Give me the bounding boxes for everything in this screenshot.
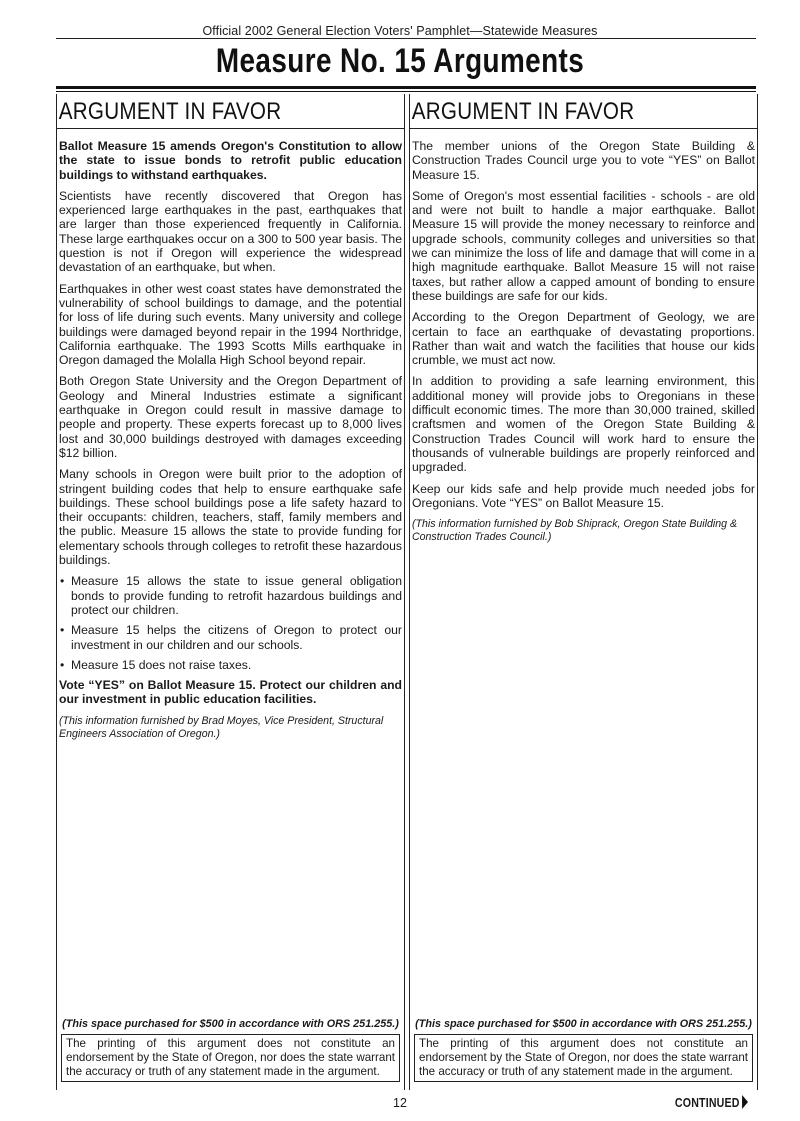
right-credit: (This information furnished by Bob Shiprack, Oregon State Building & Construction Trades Council.) bbox=[412, 518, 738, 544]
left-argument-body bbox=[57, 135, 404, 741]
continued-label bbox=[675, 1095, 748, 1110]
left-bullet-2: • Measure 15 helps the citizens of Oregon to protect our investment in our children and our schools. bbox=[59, 623, 402, 652]
page-title: Measure No. 15 Arguments bbox=[215, 42, 585, 80]
right-paragraph-3: According to the Oregon Department of Geology, we are certain to face an earthquake of devastating proportions. Rather than wait and watch the facilities that house our kids crumble, we must act now. bbox=[412, 310, 755, 368]
left-bullet-1: • Measure 15 allows the state to issue general obligation bonds to provide funding to retrofit hazardous buildings and protect our children. bbox=[59, 574, 402, 617]
left-heading-rule bbox=[57, 128, 404, 129]
right-argument-heading: ARGUMENT IN FAVOR bbox=[411, 98, 635, 125]
right-argument-column bbox=[409, 94, 758, 1090]
left-paragraph-3: Earthquakes in other west coast states have demonstrated the vulnerability of school buildings to damage, and the potential for loss of life during such events. Many university and college buildings were damaged beyond repair in the 1994 Northridge, California earthquake. The 1993 Scotts Mills earthquake in Oregon damaged the Molalla High School beyond repair. bbox=[59, 281, 402, 368]
left-paragraph-4: Both Oregon State University and the Oregon Department of Geology and Mineral Industries estimate a significant earthquake in Oregon could result in massive damage to people and property. These experts forecast up to 8,000 lives lost and 30,000 buildings destroyed with damages exceeding $12 billion. bbox=[59, 374, 402, 460]
right-argument-body bbox=[410, 135, 757, 544]
right-paragraph-1: The member unions of the Oregon State Building & Construction Trades Council urge you to vote “YES” on Ballot Measure 15. bbox=[412, 139, 755, 182]
left-paragraph-2: Scientists have recently discovered that Oregon has experienced large earthquakes in the past, earthquakes that are larger than those experienced frequently in California. These large earthquakes occur on a 300 to 500 year basis. The question is not if Oregon will experience the widespread devastation of an earthquake, but when. bbox=[59, 188, 402, 275]
continued-text: CONTINUED bbox=[674, 1096, 740, 1110]
header-rule bbox=[56, 38, 756, 39]
left-bullet-3: • Measure 15 does not raise taxes. bbox=[59, 658, 402, 672]
left-bullet-list bbox=[59, 574, 402, 672]
right-paragraph-5: Keep our kids safe and help provide much needed jobs for Oregonians. Vote “YES” on Ballot Measure 15. bbox=[412, 481, 755, 510]
title-rule-thin bbox=[56, 91, 756, 92]
left-purchased-note: (This space purchased for $500 in accordance with ORS 251.255.) bbox=[62, 1018, 399, 1030]
title-rule-thick bbox=[56, 86, 756, 89]
continued-arrow-icon bbox=[742, 1095, 748, 1109]
left-disclaimer-box: The printing of this argument does not constitute an endorsement by the State of Oregon, nor does the state warrant the accuracy or truth of any statement made in the argument. bbox=[61, 1034, 400, 1082]
left-call-to-action: Vote “YES” on Ballot Measure 15. Protect our children and our investment in public education facilities. bbox=[59, 678, 402, 707]
left-intro-paragraph: Ballot Measure 15 amends Oregon's Constitution to allow the state to issue bonds to retrofit public education buildings to withstand earthquakes. bbox=[59, 139, 402, 182]
right-purchased-note: (This space purchased for $500 in accordance with ORS 251.255.) bbox=[415, 1018, 752, 1030]
right-paragraph-2: Some of Oregon's most essential facilities - schools - are old and were not built to handle a major earthquake. Ballot Measure 15 will provide the money necessary to reinforce and upgrade schools, community colleges and universities so that we can minimize the loss of life and damage that will come in a high magnitude earthquake. Ballot Measure 15 will not raise taxes, but rather allow a capped amount of bonding to ensure these buildings are safe for our kids. bbox=[412, 188, 755, 303]
pamphlet-header: Official 2002 General Election Voters' Pamphlet—Statewide Measures bbox=[202, 24, 598, 38]
right-paragraph-4: In addition to providing a safe learning environment, this additional money will provide jobs to Oregonians in these difficult economic times. The more than 30,000 trained, skilled craftsmen and women of the Oregon State Building & Construction Trades Council will work hard to ensure the thousands of vulnerable buildings are properly reinforced and upgraded. bbox=[412, 374, 755, 475]
right-heading-rule bbox=[410, 128, 757, 129]
right-disclaimer-box: The printing of this argument does not constitute an endorsement by the State of Oregon, nor does the state warrant the accuracy or truth of any statement made in the argument. bbox=[414, 1034, 753, 1082]
left-argument-heading: ARGUMENT IN FAVOR bbox=[58, 98, 282, 125]
left-paragraph-5: Many schools in Oregon were built prior to the adoption of stringent building codes that help to ensure earthquake safe buildings. These school buildings pose a life safety hazard to their occupants: children, teachers, staff, family members and the public. Measure 15 allows the state to provide funding for elementary schools through colleges to retrofit these hazardous buildings. bbox=[59, 467, 402, 568]
left-argument-column bbox=[56, 94, 405, 1090]
page-number: 12 bbox=[393, 1096, 407, 1110]
left-credit: (This information furnished by Brad Moyes, Vice President, Structural Engineers Association of Oregon.) bbox=[59, 714, 384, 740]
